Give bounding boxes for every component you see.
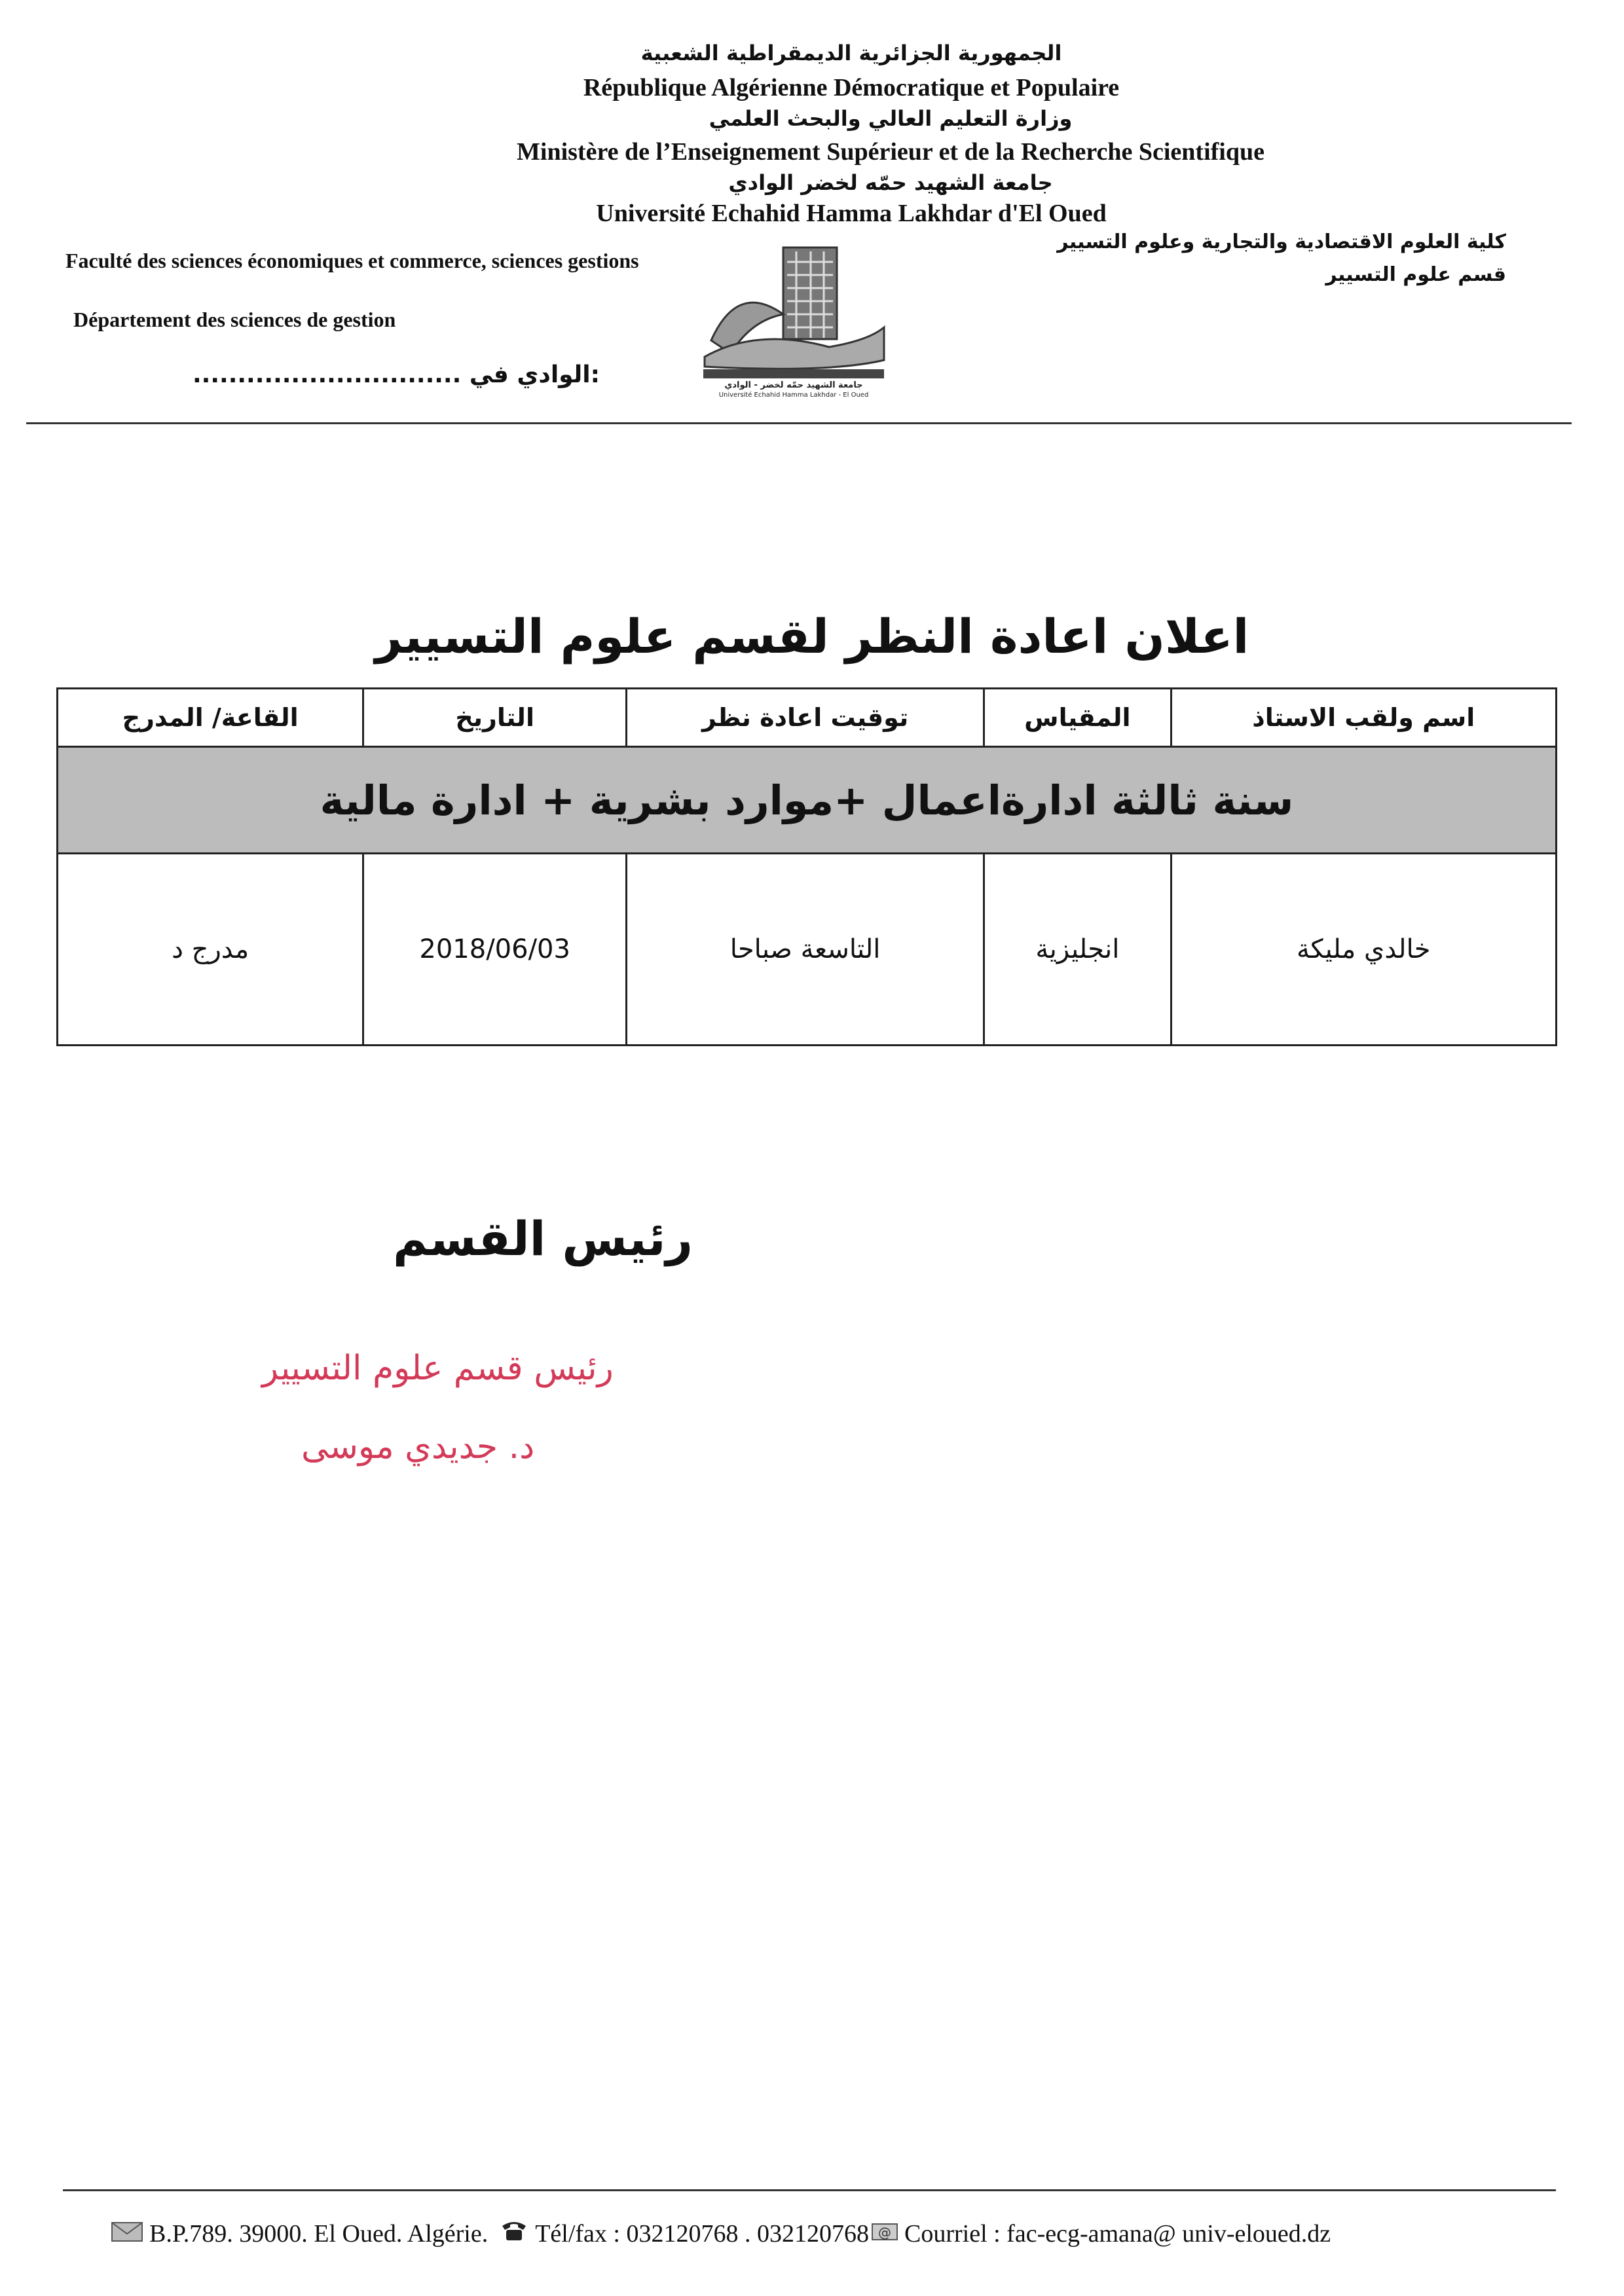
envelope-icon (111, 2219, 143, 2248)
header-teacher: اسم ولقب الاستاذ (1171, 689, 1556, 747)
telephone-icon (500, 2219, 528, 2248)
svg-text:@: @ (877, 2225, 891, 2240)
faculty-arabic: كلية العلوم الاقتصادية والتجارية وعلوم التسيير (1057, 230, 1506, 253)
republic-french: République Algérienne Démocratique et Populaire (583, 74, 1120, 101)
cell-review-time: التاسعة صباحا (627, 854, 984, 1046)
department-head-title: رئيس القسم (393, 1211, 693, 1266)
cell-date: 2018/06/03 (363, 854, 627, 1046)
ministry-arabic: وزارة التعليم العالي والبحث العلمي (709, 106, 1073, 131)
footer-email: Courriel : fac-ecg-amana@ univ-eloued.dz (904, 2220, 1331, 2248)
logo-caption-french: Université Echahid Hamma Lakhdar - El Oued (718, 392, 869, 398)
department-french: Département des sciences de gestion (73, 308, 396, 331)
cell-module: انجليزية (984, 854, 1171, 1046)
review-schedule-table (56, 687, 1557, 1046)
table-row (58, 854, 1557, 1046)
stamp-line-1: رئيس قسم علوم التسيير (262, 1349, 614, 1388)
header-review-time: توقيت اعادة نظر (627, 689, 984, 747)
header-room: القاعة/ المدرج (58, 689, 363, 747)
place-date-dots: .............................. (193, 361, 462, 388)
ministry-french: Ministère de l’Enseignement Supérieur et de la Recherche Scientifique (517, 138, 1264, 166)
place-label: الوادي في: (469, 361, 600, 388)
header-date: التاريخ (363, 689, 627, 747)
footer-contact (111, 2219, 1331, 2248)
place-date-line (193, 361, 600, 388)
table-header-row (58, 689, 1557, 747)
university-french: Université Echahid Hamma Lakhdar d'El Oued (596, 200, 1107, 227)
logo-caption-arabic: جامعة الشهيد حمّه لخضر - الوادي (724, 380, 863, 390)
footer-phone: Tél/fax : 032120768 . 032120768 (535, 2220, 869, 2248)
header-divider (26, 422, 1572, 424)
email-icon (872, 2219, 898, 2248)
cell-teacher: خالدي مليكة (1171, 854, 1556, 1046)
republic-arabic: الجمهورية الجزائرية الديمقراطية الشعبية (640, 41, 1062, 65)
header-module: المقياس (984, 689, 1171, 747)
announcement-title: اعلان اعادة النظر لقسم علوم التسيير (375, 609, 1249, 664)
stamp-line-2: د. جديدي موسى (301, 1427, 535, 1467)
department-arabic: قسم علوم التسيير (1325, 263, 1506, 286)
university-logo-icon (698, 242, 889, 398)
year-specialties-band: سنة ثالثة ادارةاعمال +موارد بشرية + ادارة مالية (58, 747, 1557, 854)
footer-address: B.P.789. 39000. El Oued. Algérie. (149, 2220, 489, 2248)
cell-room: مدرج د (58, 854, 363, 1046)
table-band-row (58, 747, 1557, 854)
faculty-french: Faculté des sciences économiques et commerce, sciences gestions (65, 249, 639, 272)
university-logo (698, 242, 889, 398)
university-arabic: جامعة الشهيد حمّه لخضر الوادي (728, 170, 1053, 195)
footer-divider (63, 2189, 1556, 2191)
